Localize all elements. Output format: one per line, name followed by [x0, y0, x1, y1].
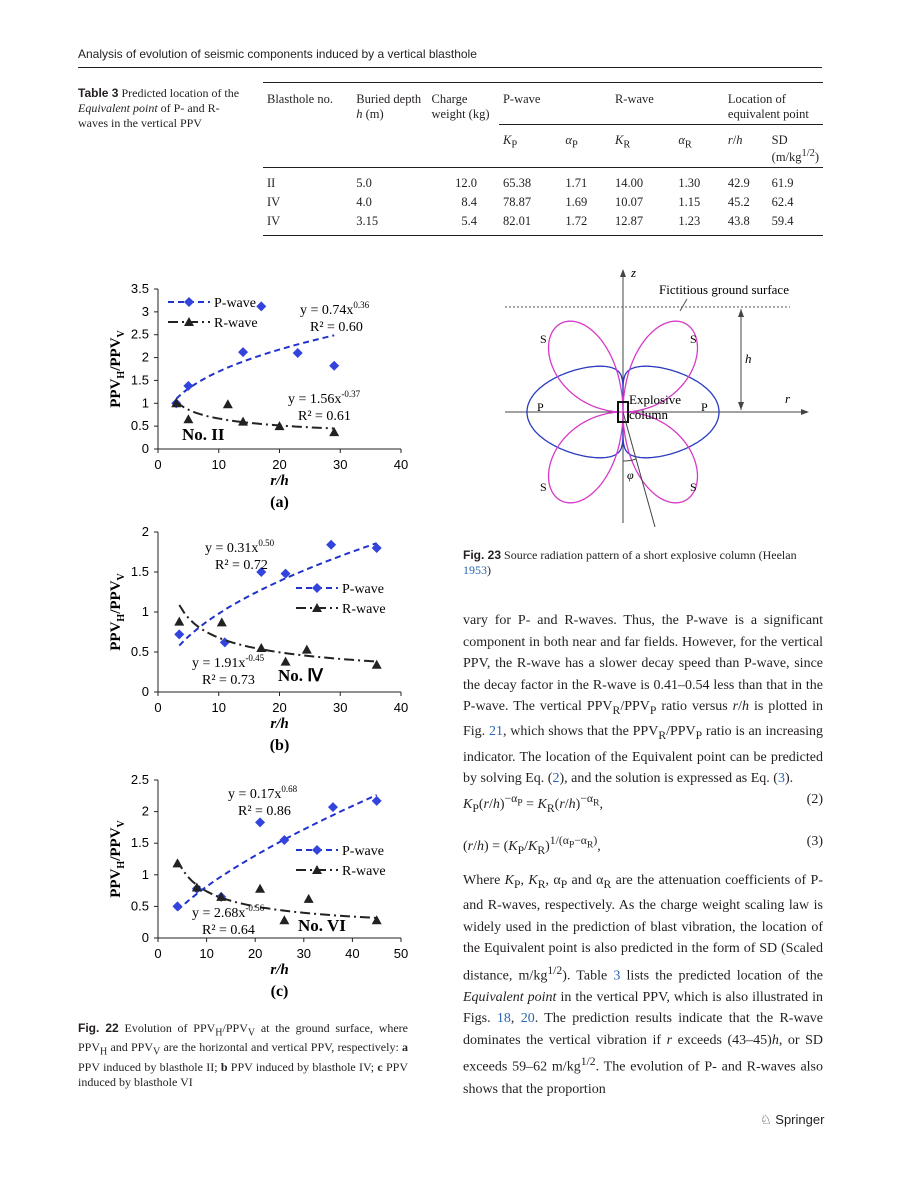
equation-2: $K_P(r/h)^{-\alpha_P} = K_R(r/h)^{-\alpha_R}$, (2) — [463, 792, 823, 815]
fig21-link[interactable]: 21 — [488, 724, 503, 740]
x-axis-label: r/h — [270, 716, 289, 732]
fig23-caption — [463, 548, 823, 578]
cell-kr: 14.00 — [614, 176, 644, 191]
springer-icon: ♘ — [760, 1112, 772, 1127]
x-tick-label: 50 — [393, 946, 409, 961]
th-charge: Charge weight (kg) — [431, 92, 490, 121]
column-label-2: column — [629, 407, 668, 422]
panel-label: (b) — [269, 737, 290, 754]
cell-sd: 62.4 — [771, 195, 794, 210]
r-wave-point — [172, 858, 182, 867]
y-tick-label: 1 — [141, 395, 149, 411]
cell-depth: 4.0 — [356, 195, 372, 210]
p-label-right: P — [701, 400, 708, 414]
publisher-logo — [760, 1112, 824, 1128]
cell-sd: 59.4 — [768, 212, 823, 236]
s-label-ur: S — [690, 332, 697, 346]
r-wave-point — [279, 915, 289, 924]
x-tick-label: 10 — [211, 457, 226, 472]
fig18-link[interactable]: 18 — [496, 1011, 511, 1027]
blasthole-label: No. II — [182, 425, 225, 444]
r-wave-point — [255, 884, 265, 893]
eq3-number: (3) — [806, 834, 823, 849]
p-wave-equation: $y = 0.74x^{0.36}$ — [300, 300, 370, 318]
cell-depth: 3.15 — [352, 212, 427, 236]
legend-label: R-wave — [342, 602, 386, 617]
x-tick-label: 0 — [154, 700, 162, 715]
y-tick-label: 0.5 — [130, 418, 149, 434]
y-tick-label: 3 — [141, 303, 149, 319]
cell-no: IV — [263, 212, 352, 236]
r-wave-point — [183, 414, 193, 423]
p-wave-point — [293, 348, 303, 358]
cell-kr: 12.87 — [611, 212, 674, 236]
r-wave-point — [302, 645, 312, 654]
r-wave-point — [304, 894, 314, 903]
z-label: z — [631, 265, 637, 280]
table-caption-pre: Predicted location of the — [121, 86, 240, 100]
x-tick-label: 20 — [247, 946, 263, 961]
fig22-charts — [0, 0, 440, 1010]
th-rwave: R-wave — [614, 92, 654, 106]
eq3-link[interactable]: 3 — [777, 771, 785, 787]
r-wave-point — [329, 427, 339, 436]
panel-label: (a) — [270, 494, 289, 511]
r-wave-point — [223, 399, 233, 408]
x-tick-label: 0 — [154, 946, 162, 961]
p-wave-point — [326, 540, 336, 550]
x-tick-label: 10 — [199, 946, 214, 961]
column-label-1: Explosive — [629, 392, 681, 407]
legend-label: R-wave — [214, 316, 258, 331]
x-axis-label: r/h — [270, 473, 289, 489]
chart-panel-3 — [108, 772, 408, 1000]
blasthole-label: No. Ⅳ — [278, 666, 323, 685]
cell-kr: 10.07 — [614, 195, 644, 210]
x-tick-label: 30 — [296, 946, 312, 961]
r-wave-r2: R² = 0.64 — [202, 923, 255, 938]
legend-marker — [312, 845, 322, 855]
body-paragraph-1: vary for P- and R-waves. Thus, the P-wave is a significant component in both near and far fields. However, for the vertical PPV, the R-wave has a slower decay speed than P-wave, since the decay factor in the R-wave is 0.41–0.54 less than that in the P-wave. The vertical $PPV_R/PPV_P$ ratio versus r/h is plotted in Fig. 21, which shows that the $PPV_R/PPV_P$ ratio is an increasing indicator. The location of the Equivalent point can be predicted by solving Eq. (2), and the solution is expressed as Eq. (3). — [463, 613, 823, 787]
cell-charge: 8.4 — [461, 195, 477, 210]
x-tick-label: 40 — [393, 457, 409, 472]
r-wave-point — [281, 657, 291, 666]
eq2-link[interactable]: 2 — [552, 771, 560, 787]
table-caption-em: Equivalent point — [78, 101, 158, 115]
y-tick-label: 3.5 — [130, 281, 149, 296]
legend-label: P-wave — [214, 296, 256, 311]
cell-no: IV — [267, 195, 281, 210]
table3-link[interactable]: 3 — [613, 968, 621, 984]
s-label-lr: S — [690, 480, 697, 494]
cell-ap: 1.71 — [565, 176, 588, 191]
ground-label: Fictitious ground surface — [659, 282, 789, 297]
th-depth: Buried depth h (m) — [356, 92, 422, 121]
ground-leader — [680, 299, 687, 311]
p-wave-point — [183, 381, 193, 391]
p-wave-point — [329, 361, 339, 371]
y-tick-label: 2.5 — [130, 326, 149, 342]
legend-marker — [312, 583, 322, 593]
cell-kp: 65.38 — [502, 176, 532, 191]
table-caption-post: of P- and R-waves in the vertical PPV — [78, 101, 220, 130]
cell-rh: 43.8 — [724, 212, 768, 236]
h-arrow-top — [738, 309, 744, 317]
p-wave-point — [238, 347, 248, 357]
r-wave-equation: $y = 1.91x^{-0.45}$ — [192, 653, 265, 671]
cell-sd: 61.9 — [771, 176, 794, 191]
y-axis-label: $PPV_H/PPV_V$ — [108, 573, 127, 651]
y-tick-label: 1.5 — [130, 835, 149, 851]
th-sd: SD $(m/kg^{1/2})$ — [768, 125, 823, 168]
eq2-number: (2) — [806, 792, 823, 807]
th-kp: $K_P$ — [499, 125, 561, 168]
p-wave-point — [172, 901, 182, 911]
p-label-left: P — [537, 400, 544, 414]
fig22-label: Fig. 22 — [78, 1021, 119, 1035]
phi-arc — [623, 459, 636, 461]
x-tick-label: 0 — [154, 457, 162, 472]
r-wave-equation: $y = 1.56x^{-0.37}$ — [288, 389, 361, 407]
r-wave-equation: $y = 2.68x^{-0.56}$ — [192, 903, 265, 921]
p-wave-equation: $y = 0.17x^{0.68}$ — [228, 784, 298, 802]
cell-ar: 1.30 — [678, 176, 701, 191]
panel-label: (c) — [270, 983, 289, 1000]
cell-ap: 1.69 — [565, 195, 588, 210]
th-location: Location of equivalent point — [727, 92, 809, 121]
th-kr: $K_R$ — [611, 125, 674, 168]
cell-depth: 5.0 — [356, 176, 372, 191]
th-rh: r/h — [724, 125, 768, 168]
r-wave-r2: R² = 0.61 — [298, 409, 351, 424]
y-tick-label: 1 — [141, 866, 149, 882]
x-tick-label: 30 — [333, 457, 348, 472]
th-pwave: P-wave — [502, 92, 541, 106]
body-paragraph-2: Where $K_P$, $K_R$, $\alpha_P$ and $\alpha_R$ are the attenuation coefficients of P- and R-waves, respectively. As the charge weight scaling law is widely used in the prediction of blast vibration, the location of the Equivalent point is also predicted in the form of SD (Scaled distance, $m/kg^{1/2}$). Table 3 lists the predicted location of the Equivalent point in the vertical PPV, which is also illustrated in Figs. 18, 20. The prediction results indicate that the R-wave dominates the vertical vibration if r exceeds (43–45)h, or SD exceeds 59–62 $m/kg^{1/2}$. The evolution of P- and R-waves also shows that the proportion — [463, 873, 824, 1097]
p-wave-point — [328, 802, 338, 812]
y-tick-label: 0 — [141, 441, 149, 456]
cell-rh: 45.2 — [727, 195, 750, 210]
th-ar: $\alpha_R$ — [674, 125, 724, 168]
cell-kp: 82.01 — [499, 212, 561, 236]
x-tick-label: 40 — [393, 700, 409, 715]
x-tick-label: 10 — [211, 700, 226, 715]
p-wave-r2: R² = 0.72 — [215, 558, 268, 573]
fig23-caption-text: Source radiation pattern of a short explosive column (Heelan 1953) — [463, 548, 797, 577]
r-wave-point — [174, 617, 184, 626]
cell-charge: 12.0 — [455, 176, 477, 191]
fig23-diagram — [505, 265, 825, 525]
y-tick-label: 1 — [141, 604, 149, 619]
x-tick-label: 20 — [272, 700, 287, 715]
y-axis-label: $PPV_H/PPV_V$ — [108, 820, 127, 898]
fig22-caption — [78, 1021, 408, 1090]
y-tick-label: 1.5 — [130, 372, 149, 388]
y-tick-label: 2 — [141, 803, 149, 819]
p-wave-point — [174, 629, 184, 639]
y-tick-label: 2.5 — [130, 772, 149, 787]
chart-panel-1 — [108, 281, 408, 511]
legend-label: R-wave — [342, 864, 386, 879]
y-tick-label: 0.5 — [130, 644, 149, 659]
phi-label: φ — [627, 468, 634, 482]
h-arrow-bottom — [738, 402, 744, 410]
th-ap: $\alpha_P$ — [561, 125, 611, 168]
x-tick-label: 30 — [333, 700, 348, 715]
fig20-link[interactable]: 20 — [520, 1011, 535, 1027]
cell-ap: 1.72 — [561, 212, 611, 236]
r-wave-point — [372, 915, 382, 924]
equation-3: $(r/h) = (K_P/K_R)^{1/(\alpha_P-\alpha_R)}$, (3) — [463, 834, 823, 857]
legend-label: P-wave — [342, 844, 384, 859]
p-wave-point — [372, 796, 382, 806]
y-tick-label: 1.5 — [130, 564, 149, 579]
running-head: Analysis of evolution of seismic components induced by a vertical blasthole — [78, 47, 477, 61]
s-label-ll: S — [540, 480, 547, 494]
cell-kp: 78.87 — [502, 195, 532, 210]
y-tick-label: 0 — [141, 930, 149, 945]
r-axis-arrow — [801, 409, 809, 415]
cell-charge: 5.4 — [428, 212, 499, 236]
publisher-name: Springer — [775, 1112, 825, 1127]
y-tick-label: 0 — [141, 684, 149, 699]
fig22-caption-text: Evolution of $PPV_H/PPV_V$ at the ground surface, where $PPV_H$ and $PPV_V$ are the horizontal and vertical PPV, respectively: a PPV induced by blasthole II; b PPV induced by blasthole IV; c PPV induced by blasthole VI — [78, 1021, 409, 1089]
x-tick-label: 40 — [345, 946, 360, 961]
p-wave-fit-line — [176, 335, 334, 399]
fig23-label: Fig. 23 — [463, 548, 502, 562]
th-blasthole: Blasthole no. — [267, 92, 333, 106]
h-label: h — [745, 351, 752, 366]
r-wave-r2: R² = 0.73 — [202, 673, 255, 688]
s-label-ul: S — [540, 332, 547, 346]
p-wave-equation: $y = 0.31x^{0.50}$ — [205, 538, 275, 556]
y-axis-label: $PPV_H/PPV_V$ — [108, 330, 127, 408]
table-label: Table 3 — [78, 86, 119, 100]
y-tick-label: 0.5 — [130, 898, 149, 914]
cell-ar: 1.23 — [674, 212, 724, 236]
blasthole-label: No. VI — [298, 916, 346, 935]
legend-label: P-wave — [342, 582, 384, 597]
cell-ar: 1.15 — [678, 195, 701, 210]
p-wave-point — [256, 301, 266, 311]
y-tick-label: 2 — [141, 524, 149, 539]
r-label: r — [785, 391, 791, 406]
r-wave-point — [217, 617, 227, 626]
cell-no: II — [267, 176, 276, 191]
p-wave-r2: R² = 0.86 — [238, 804, 291, 819]
x-tick-label: 20 — [272, 457, 287, 472]
y-tick-label: 2 — [141, 349, 149, 365]
z-axis-arrow — [620, 269, 626, 277]
cell-rh: 42.9 — [727, 176, 750, 191]
legend-marker — [184, 297, 194, 307]
p-wave-r2: R² = 0.60 — [310, 320, 363, 335]
x-axis-label: r/h — [270, 962, 289, 978]
chart-panel-2 — [108, 524, 408, 754]
r-wave-point — [256, 643, 266, 652]
